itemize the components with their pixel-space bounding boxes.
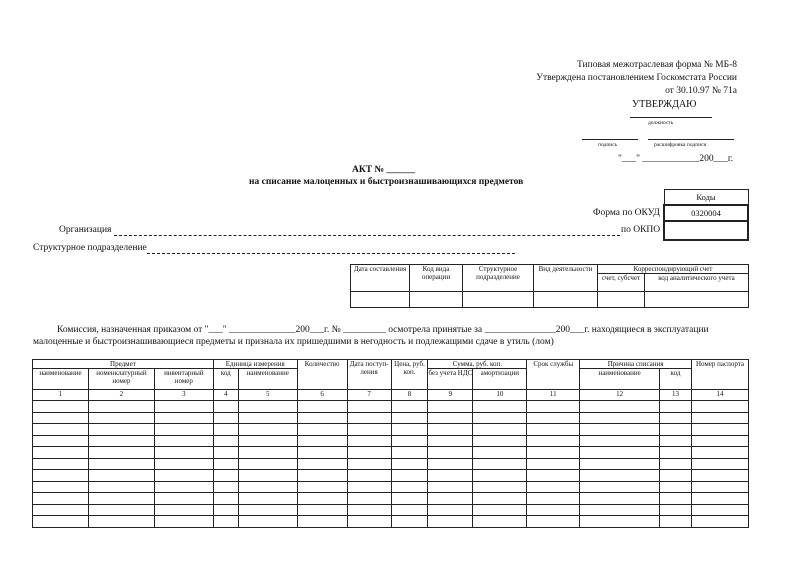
okpo-value[interactable] (664, 221, 748, 240)
table-cell[interactable] (527, 401, 580, 413)
decode-caption: расшифровка подписи (654, 142, 707, 148)
table-cell[interactable] (238, 516, 297, 528)
table-cell[interactable] (33, 412, 89, 424)
column-numbers-row (33, 390, 749, 401)
col-analytic-header: код аналитического учета (645, 274, 749, 292)
table-row (33, 401, 749, 413)
table-cell[interactable] (660, 504, 692, 516)
h-unit-name: наименование (238, 369, 297, 390)
h-sum-novat: без учета НДС (428, 369, 473, 390)
table-cell[interactable] (527, 516, 580, 528)
table-row (33, 504, 749, 516)
table-cell[interactable] (473, 470, 527, 482)
col-op-header: Код вида операции (410, 265, 463, 292)
column-number: 14 (691, 390, 748, 401)
table-cell[interactable] (213, 504, 238, 516)
table-cell[interactable] (473, 481, 527, 493)
table-row (33, 481, 749, 493)
table-cell[interactable] (33, 447, 89, 459)
table-cell[interactable] (88, 412, 154, 424)
column-number: 6 (297, 390, 347, 401)
table-cell[interactable] (297, 412, 347, 424)
table-row (33, 412, 749, 424)
table-cell[interactable] (213, 493, 238, 505)
position-line (630, 117, 712, 118)
table-cell[interactable] (238, 447, 297, 459)
table-cell[interactable] (33, 424, 89, 436)
table-cell[interactable] (391, 516, 428, 528)
table-cell[interactable] (88, 401, 154, 413)
table-cell[interactable] (691, 470, 748, 482)
table-cell[interactable] (154, 401, 213, 413)
table-cell[interactable] (391, 470, 428, 482)
h-passport: Номер паспорта (691, 360, 748, 390)
table-cell[interactable] (660, 458, 692, 470)
table-cell[interactable] (428, 435, 473, 447)
table-cell[interactable] (527, 424, 580, 436)
info-cell-analytic[interactable] (645, 292, 749, 308)
position-caption: должность (648, 120, 674, 126)
table-cell[interactable] (660, 516, 692, 528)
table-cell[interactable] (154, 470, 213, 482)
h-inventory: инвентарный номер (154, 369, 213, 390)
table-cell[interactable] (691, 435, 748, 447)
col-date-header: Дата составления (351, 265, 410, 292)
table-cell[interactable] (660, 435, 692, 447)
table-cell[interactable] (660, 412, 692, 424)
table-cell[interactable] (238, 458, 297, 470)
table-cell[interactable] (391, 493, 428, 505)
table-cell[interactable] (154, 458, 213, 470)
approve-title: УТВЕРЖДАЮ (632, 99, 697, 110)
group-sum: Сумма, руб. коп. (428, 360, 527, 369)
table-cell[interactable] (33, 401, 89, 413)
signature-line (582, 139, 638, 140)
h-sum-amort: амортизации (473, 369, 527, 390)
table-cell[interactable] (527, 447, 580, 459)
table-cell[interactable] (238, 401, 297, 413)
table-cell[interactable] (473, 447, 527, 459)
table-cell[interactable] (33, 458, 89, 470)
table-cell[interactable] (213, 435, 238, 447)
table-cell[interactable] (238, 424, 297, 436)
table-cell[interactable] (691, 458, 748, 470)
codes-header: Коды (664, 190, 748, 206)
column-number: 3 (154, 390, 213, 401)
table-cell[interactable] (428, 470, 473, 482)
table-cell[interactable] (391, 435, 428, 447)
h-price: Цена, руб. коп. (391, 360, 428, 390)
table-cell[interactable] (691, 447, 748, 459)
table-cell[interactable] (527, 412, 580, 424)
info-cell-activity[interactable] (534, 292, 598, 308)
table-cell[interactable] (580, 412, 660, 424)
approve-date-line: "___" ____________200___г. (618, 154, 734, 164)
table-cell[interactable] (527, 481, 580, 493)
table-cell[interactable] (88, 447, 154, 459)
table-cell[interactable] (297, 447, 347, 459)
table-cell[interactable] (428, 401, 473, 413)
table-cell[interactable] (154, 516, 213, 528)
table-cell[interactable] (238, 435, 297, 447)
table-cell[interactable] (428, 412, 473, 424)
table-cell[interactable] (297, 481, 347, 493)
table-cell[interactable] (297, 401, 347, 413)
table-cell[interactable] (391, 504, 428, 516)
table-cell[interactable] (297, 458, 347, 470)
okud-value[interactable]: 0320004 (664, 205, 748, 221)
table-row (33, 447, 749, 459)
table-cell[interactable] (238, 470, 297, 482)
table-cell[interactable] (88, 458, 154, 470)
group-unit: Единица измерения (213, 360, 297, 369)
column-number: 13 (660, 390, 692, 401)
column-number: 10 (473, 390, 527, 401)
subdivision-field[interactable] (147, 253, 515, 254)
table-cell[interactable] (580, 504, 660, 516)
table-cell[interactable] (297, 516, 347, 528)
okud-label: Форма по ОКУД (593, 208, 660, 218)
table-cell[interactable] (428, 458, 473, 470)
table-cell[interactable] (238, 412, 297, 424)
commission-line1: Комиссия, назначенная приказом от "___" ______________200___г. № _________ осмотрела принятые за _______________200___г. находящиеся в эксплуатации (57, 325, 709, 335)
table-cell[interactable] (580, 493, 660, 505)
column-number: 11 (527, 390, 580, 401)
table-cell[interactable] (691, 504, 748, 516)
table-cell[interactable] (213, 447, 238, 459)
table-cell[interactable] (347, 481, 391, 493)
table-cell[interactable] (691, 401, 748, 413)
h-term: Срок службы (527, 360, 580, 390)
column-number: 7 (347, 390, 391, 401)
info-cell-date[interactable] (351, 292, 410, 308)
table-cell[interactable] (297, 435, 347, 447)
table-cell[interactable] (238, 493, 297, 505)
table-cell[interactable] (527, 493, 580, 505)
table-cell[interactable] (391, 447, 428, 459)
table-cell[interactable] (88, 424, 154, 436)
info-cell-struct[interactable] (463, 292, 534, 308)
info-table (350, 264, 749, 308)
table-cell[interactable] (33, 470, 89, 482)
column-number: 4 (213, 390, 238, 401)
table-cell[interactable] (213, 470, 238, 482)
organization-field[interactable] (114, 235, 620, 236)
h-reason-code: код (660, 369, 692, 390)
table-row (33, 435, 749, 447)
column-number: 8 (391, 390, 428, 401)
table-cell[interactable] (691, 493, 748, 505)
table-cell[interactable] (473, 424, 527, 436)
table-cell[interactable] (347, 493, 391, 505)
table-cell[interactable] (580, 435, 660, 447)
col-corr-header: Корреспондирующий счет (598, 265, 749, 274)
table-cell[interactable] (660, 481, 692, 493)
table-cell[interactable] (428, 447, 473, 459)
table-cell[interactable] (580, 481, 660, 493)
table-cell[interactable] (391, 481, 428, 493)
signature-caption: подпись (598, 142, 618, 148)
table-cell[interactable] (580, 447, 660, 459)
table-cell[interactable] (297, 470, 347, 482)
table-cell[interactable] (580, 424, 660, 436)
table-cell[interactable] (660, 424, 692, 436)
table-cell[interactable] (297, 504, 347, 516)
h-unit-code: код (213, 369, 238, 390)
table-cell[interactable] (88, 435, 154, 447)
table-cell[interactable] (428, 516, 473, 528)
column-number: 1 (33, 390, 89, 401)
table-cell[interactable] (428, 481, 473, 493)
table-cell[interactable] (391, 412, 428, 424)
approved-by: Утверждена постановлением Госкомстата России (536, 73, 737, 83)
h-qty: Количество (297, 360, 347, 390)
table-cell[interactable] (33, 504, 89, 516)
h-reason-name: наименование (580, 369, 660, 390)
table-cell[interactable] (527, 435, 580, 447)
form-type: Типовая межотраслевая форма № МБ-8 (576, 60, 737, 70)
column-number: 2 (88, 390, 154, 401)
table-cell[interactable] (580, 458, 660, 470)
col-account-header: счет, субсчет (598, 274, 645, 292)
table-cell[interactable] (347, 516, 391, 528)
table-row (33, 493, 749, 505)
act-title: АКТ № ______ (352, 165, 415, 175)
table-cell[interactable] (580, 516, 660, 528)
table-cell[interactable] (33, 435, 89, 447)
col-activity-header: Вид деятельности (534, 265, 598, 292)
table-cell[interactable] (580, 470, 660, 482)
col-struct-header: Структурное подразделение (463, 265, 534, 292)
table-cell[interactable] (213, 458, 238, 470)
subdivision-label: Структурное подразделение (33, 243, 147, 253)
approved-date: от 30.10.97 № 71а (665, 86, 737, 96)
info-cell-account[interactable] (598, 292, 645, 308)
table-cell[interactable] (580, 401, 660, 413)
table-cell[interactable] (238, 504, 297, 516)
table-cell[interactable] (473, 493, 527, 505)
table-cell[interactable] (347, 401, 391, 413)
table-cell[interactable] (33, 481, 89, 493)
table-cell[interactable] (473, 458, 527, 470)
table-cell[interactable] (347, 424, 391, 436)
table-cell[interactable] (33, 493, 89, 505)
column-number: 12 (580, 390, 660, 401)
group-reason: Причина списания (580, 360, 692, 369)
table-cell[interactable] (428, 504, 473, 516)
group-item: Предмет (33, 360, 214, 369)
table-cell[interactable] (691, 481, 748, 493)
table-cell[interactable] (213, 412, 238, 424)
codes-table (663, 189, 749, 241)
table-cell[interactable] (660, 401, 692, 413)
table-cell[interactable] (428, 493, 473, 505)
okpo-label: по ОКПО (621, 225, 661, 235)
decode-line (648, 139, 734, 140)
commission-line2: малоценные и быстроизнашивающиеся предметы и признала их пришедшими в негодность и подлежащими сдаче в утиль (лом) (33, 337, 554, 347)
table-cell[interactable] (154, 493, 213, 505)
info-cell-op[interactable] (410, 292, 463, 308)
table-cell[interactable] (347, 435, 391, 447)
main-table (32, 359, 749, 528)
table-cell[interactable] (33, 516, 89, 528)
table-cell[interactable] (660, 493, 692, 505)
h-name: наименование (33, 369, 89, 390)
table-cell[interactable] (473, 516, 527, 528)
table-cell[interactable] (213, 516, 238, 528)
table-cell[interactable] (473, 412, 527, 424)
table-body (33, 401, 749, 528)
table-cell[interactable] (88, 493, 154, 505)
table-cell[interactable] (154, 424, 213, 436)
table-cell[interactable] (473, 504, 527, 516)
table-row (33, 458, 749, 470)
table-cell[interactable] (660, 447, 692, 459)
column-number: 5 (238, 390, 297, 401)
h-date: Дата поступ- ления (347, 360, 391, 390)
table-cell[interactable] (213, 424, 238, 436)
table-cell[interactable] (347, 504, 391, 516)
column-number: 9 (428, 390, 473, 401)
table-cell[interactable] (88, 504, 154, 516)
table-cell[interactable] (213, 481, 238, 493)
table-cell[interactable] (154, 447, 213, 459)
table-cell[interactable] (297, 424, 347, 436)
table-cell[interactable] (154, 435, 213, 447)
table-cell[interactable] (154, 504, 213, 516)
h-nomenclature: номенклатурный номер (88, 369, 154, 390)
table-cell[interactable] (88, 481, 154, 493)
table-row (33, 516, 749, 528)
table-cell[interactable] (527, 458, 580, 470)
table-cell[interactable] (88, 470, 154, 482)
table-cell[interactable] (347, 412, 391, 424)
organization-label: Организация (59, 225, 112, 235)
table-cell[interactable] (347, 458, 391, 470)
table-row (33, 470, 749, 482)
table-cell[interactable] (347, 447, 391, 459)
act-subtitle: на списание малоценных и быстроизнашивающихся предметов (249, 177, 524, 187)
table-cell[interactable] (154, 412, 213, 424)
table-cell[interactable] (391, 424, 428, 436)
table-cell[interactable] (347, 470, 391, 482)
table-cell[interactable] (154, 481, 213, 493)
table-cell[interactable] (391, 401, 428, 413)
table-row (33, 424, 749, 436)
table-cell[interactable] (691, 516, 748, 528)
table-cell[interactable] (691, 424, 748, 436)
table-cell[interactable] (527, 470, 580, 482)
table-cell[interactable] (238, 481, 297, 493)
table-cell[interactable] (473, 435, 527, 447)
table-cell[interactable] (428, 424, 473, 436)
table-cell[interactable] (391, 458, 428, 470)
table-cell[interactable] (88, 516, 154, 528)
table-cell[interactable] (691, 412, 748, 424)
table-cell[interactable] (297, 493, 347, 505)
table-cell[interactable] (213, 401, 238, 413)
table-cell[interactable] (660, 470, 692, 482)
table-cell[interactable] (527, 504, 580, 516)
table-cell[interactable] (473, 401, 527, 413)
